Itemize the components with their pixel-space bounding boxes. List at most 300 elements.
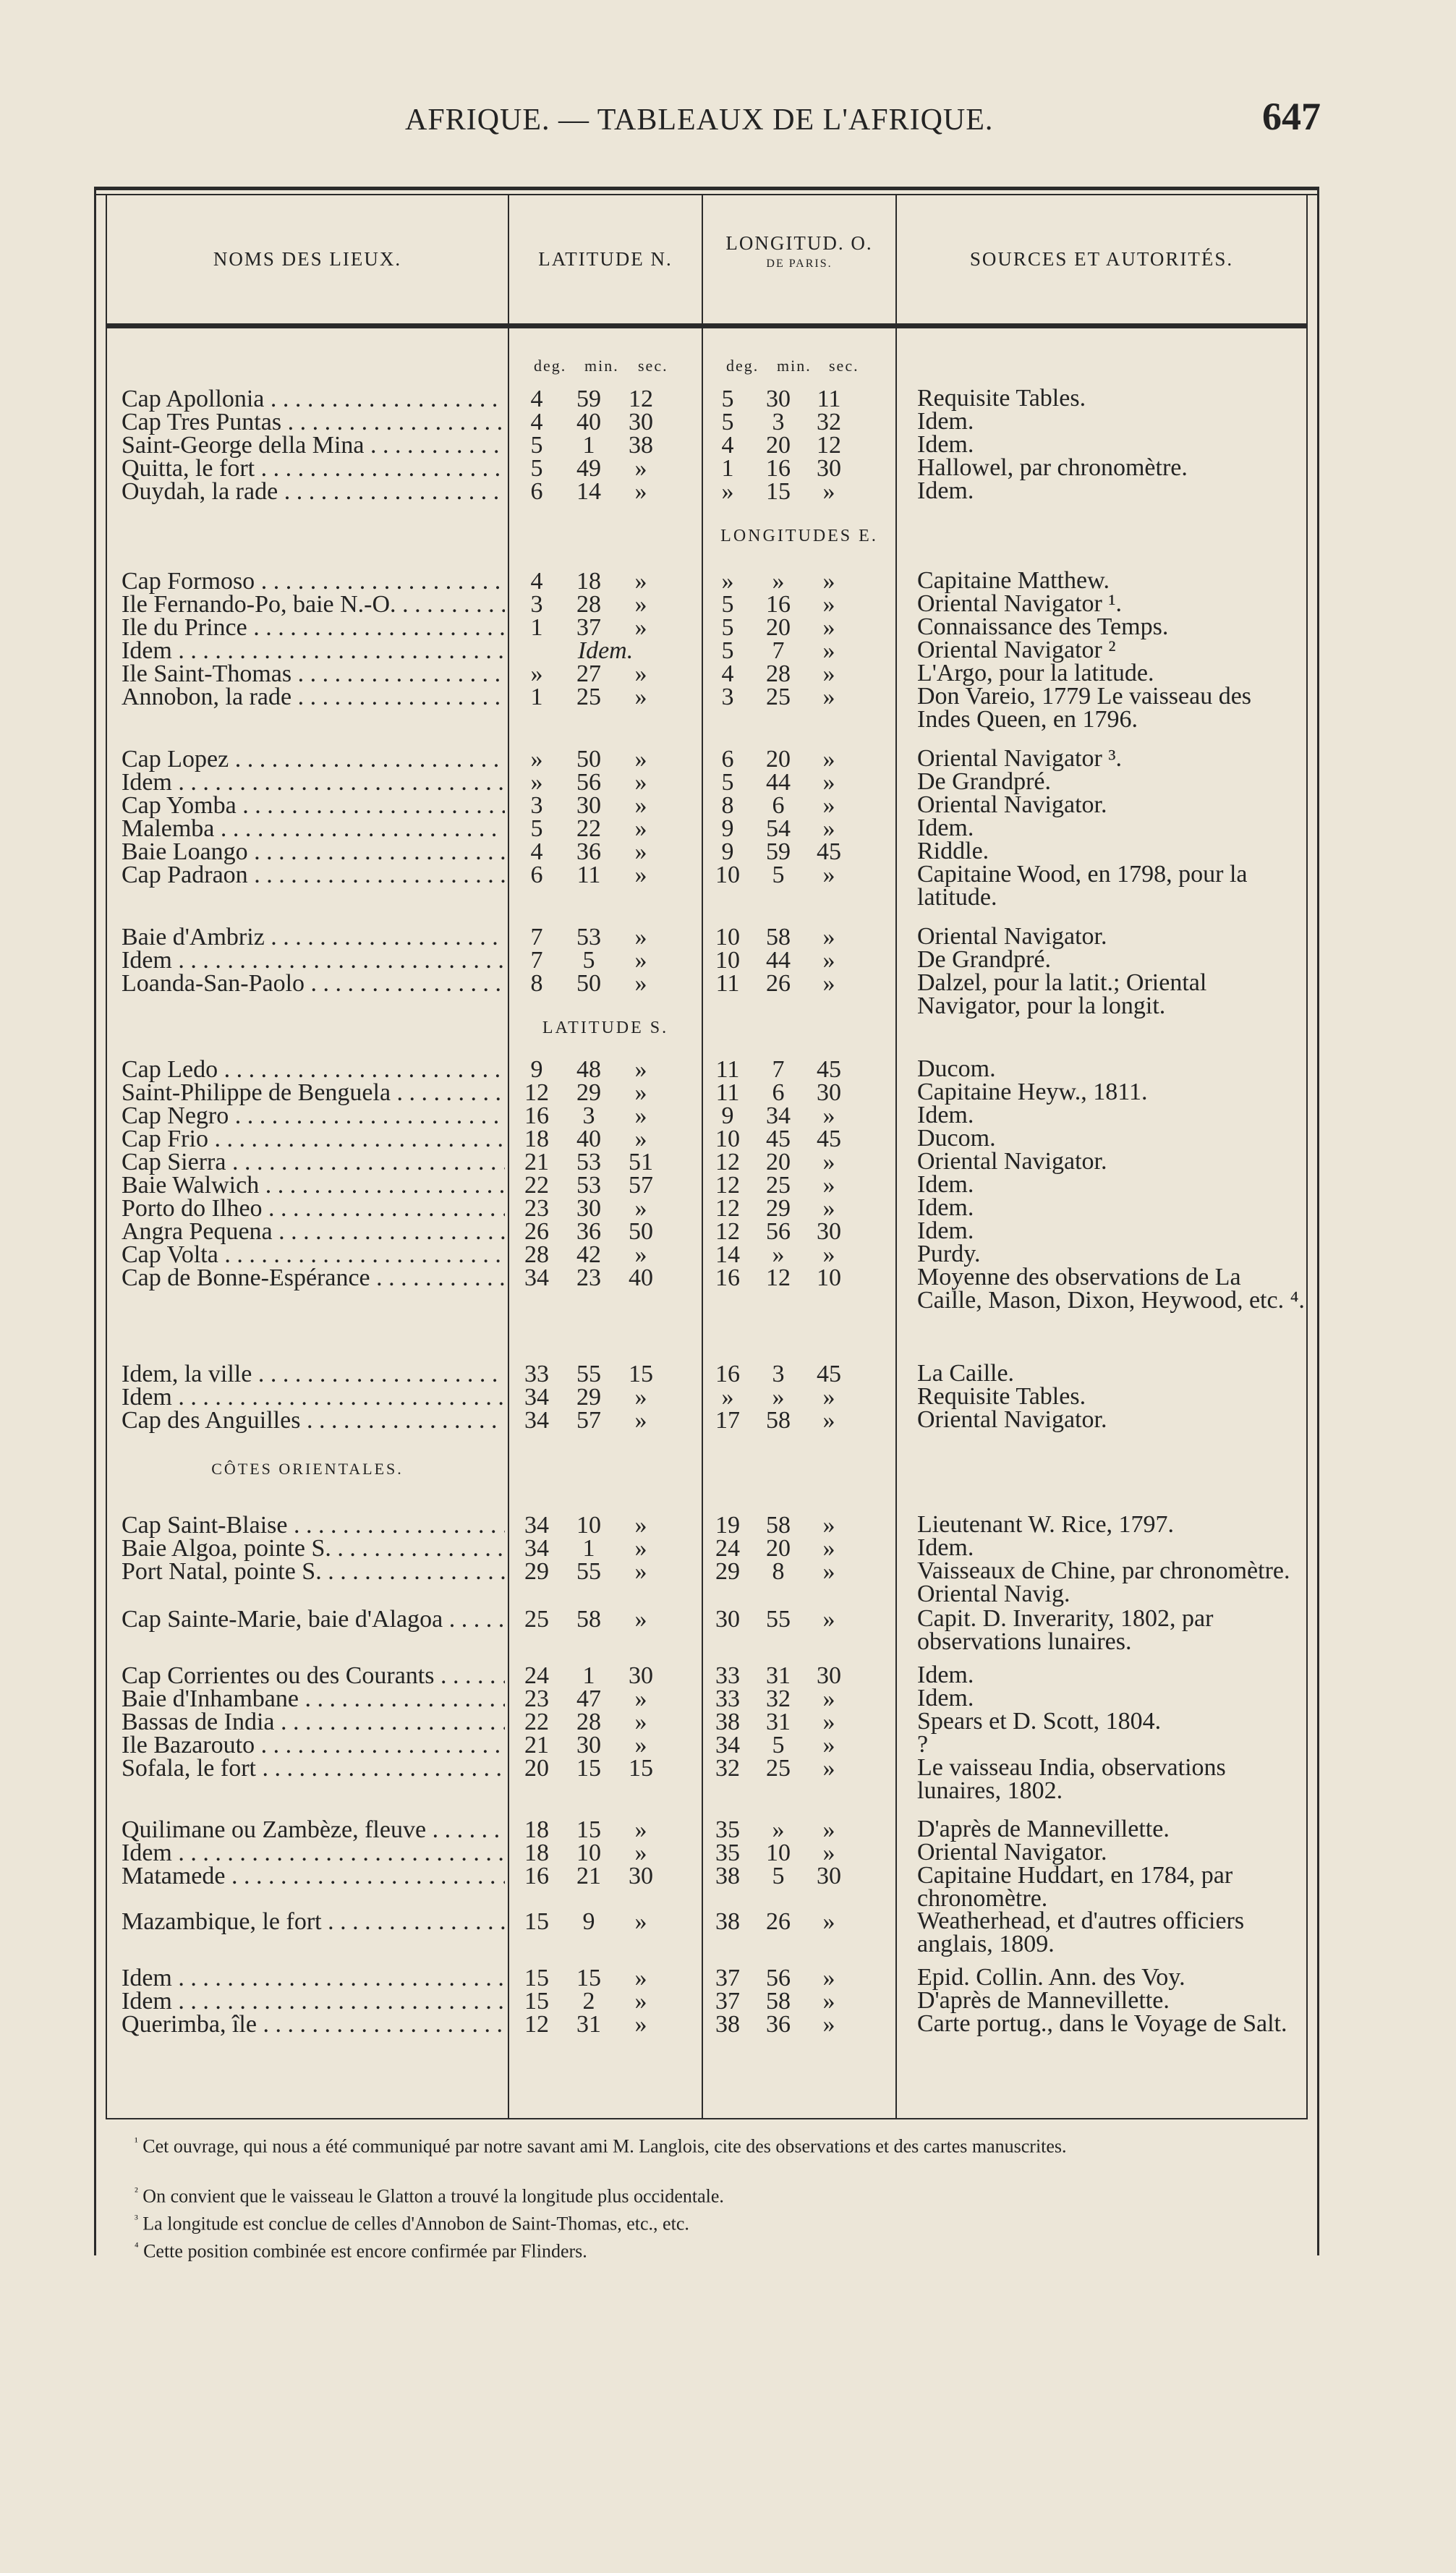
latitude-min: 1 — [582, 1535, 595, 1562]
latitude-min: 23 — [576, 1264, 601, 1291]
longitude-sec: » — [822, 746, 835, 773]
latitude-min: 49 — [576, 455, 601, 482]
longitude-sec: » — [822, 792, 835, 819]
latitude-sec: » — [634, 1606, 647, 1633]
latitude-min: 31 — [576, 2011, 601, 2038]
longitude-sec: » — [822, 1755, 835, 1782]
longitude-min: 58 — [766, 1512, 791, 1539]
longitude-sec: » — [822, 614, 835, 641]
table-row — [0, 861, 1456, 911]
longitude-deg: 19 — [715, 1512, 740, 1539]
place-name: Cap Ledo . . . — [122, 1058, 505, 1082]
source-authority: Dalzel, pour la latit.; Oriental Navigator, pour la longit. — [917, 969, 1207, 1019]
longitude-deg: 38 — [715, 1908, 740, 1935]
longitude-deg: 37 — [715, 1988, 740, 2015]
place-name: Ouydah, la rade . . . — [122, 480, 505, 504]
latitude-idem: Idem. — [577, 637, 634, 664]
source-authority: Requisite Tables. — [917, 385, 1086, 412]
longitude-sec: 32 — [817, 409, 841, 435]
latitude-deg: 23 — [524, 1195, 549, 1222]
longitude-min: 59 — [766, 838, 791, 865]
table-row — [0, 1408, 1456, 1433]
longitude-deg: 4 — [721, 660, 734, 687]
longitude-sec: 30 — [817, 455, 841, 482]
latitude-sec: » — [634, 1195, 647, 1222]
latitude-sec: 30 — [629, 1863, 653, 1889]
latitude-deg: » — [530, 746, 543, 773]
longitude-deg: 35 — [715, 1816, 740, 1843]
longitude-deg: 38 — [715, 1863, 740, 1889]
latitude-sec: » — [634, 1965, 647, 1991]
longitude-sec: 10 — [817, 1264, 841, 1291]
longitude-min: 28 — [766, 660, 791, 687]
place-name: Cap Saint-Blaise . . . — [122, 1513, 505, 1538]
latitude-deg: 16 — [524, 1863, 549, 1889]
longitude-sec: » — [822, 1241, 835, 1268]
longitude-min: 44 — [766, 769, 791, 796]
latitude-deg: 4 — [530, 568, 543, 595]
table-row — [0, 770, 1456, 795]
latitude-sec: » — [634, 838, 647, 865]
longitude-deg: 12 — [715, 1172, 740, 1199]
latitude-deg: 28 — [524, 1241, 549, 1268]
table-row — [0, 817, 1456, 841]
table-row — [0, 410, 1456, 435]
place-name: Baie d'Inhambane . . . — [122, 1687, 505, 1711]
longitude-sec: » — [822, 1840, 835, 1866]
longitude-sec: 30 — [817, 1079, 841, 1106]
latitude-deg: 23 — [524, 1685, 549, 1712]
source-authority: Idem. — [917, 815, 974, 841]
latitude-deg: » — [530, 660, 543, 687]
table-row — [0, 1818, 1456, 1842]
latitude-min: 42 — [576, 1241, 601, 1268]
longitude-deg: 5 — [721, 614, 734, 641]
longitude-deg: » — [721, 1384, 734, 1411]
latitude-min: 28 — [576, 591, 601, 618]
latitude-min: 25 — [576, 684, 601, 710]
source-authority: D'après de Mannevillette. — [917, 1987, 1170, 2014]
latitude-sec: » — [634, 478, 647, 505]
longitude-deg: 30 — [715, 1606, 740, 1633]
longitude-sec: » — [822, 1908, 835, 1935]
latitude-min: 2 — [582, 1988, 595, 2015]
longitude-deg: 9 — [721, 838, 734, 865]
source-authority: Idem. — [917, 1534, 974, 1561]
longitude-sec: » — [822, 769, 835, 796]
latitude-deg: 12 — [524, 2011, 549, 2038]
latitude-min: 58 — [576, 1606, 601, 1633]
table-row — [0, 1710, 1456, 1735]
latitude-deg: 24 — [524, 1662, 549, 1689]
latitude-min: 29 — [576, 1384, 601, 1411]
longitude-min: 31 — [766, 1662, 791, 1689]
source-authority: Ducom. — [917, 1055, 996, 1082]
longitude-sec: » — [822, 1709, 835, 1735]
latitude-min: 53 — [576, 1172, 601, 1199]
table-row — [0, 1264, 1456, 1314]
source-authority: Oriental Navigator ³. — [917, 745, 1123, 772]
longitude-min: 58 — [766, 1988, 791, 2015]
longitude-deg: 4 — [721, 432, 734, 459]
place-name: Cap Corrientes ou des Courants . . . — [122, 1664, 505, 1688]
longitude-sec: » — [822, 1988, 835, 2015]
place-name: Cap Frio . . . — [122, 1127, 505, 1152]
longitude-min: 7 — [772, 1056, 785, 1083]
latitude-sec: » — [634, 1988, 647, 2015]
source-authority: Spears et D. Scott, 1804. — [917, 1708, 1162, 1735]
table-row — [0, 1733, 1456, 1758]
longitude-min: 25 — [766, 684, 791, 710]
latitude-min: 27 — [576, 660, 601, 687]
latitude-deg: 18 — [524, 1126, 549, 1152]
place-name: Loanda-San-Paolo . . . — [122, 971, 505, 996]
place-name: Cap Formoso . . . — [122, 569, 505, 594]
longitude-min: 34 — [766, 1102, 791, 1129]
latitude-sec: 15 — [629, 1755, 653, 1782]
col-head-longitude — [703, 230, 895, 272]
source-authority: Idem. — [917, 1662, 974, 1688]
longitude-min: 3 — [772, 409, 785, 435]
footnote: $^{^1}$ Cet ouvrage, qui nous a été communiqué par notre savant ami M. Langlois, cite des observations et des cartes manuscrites. — [135, 2135, 1067, 2157]
latitude-deg: 34 — [524, 1384, 549, 1411]
place-name: Cap Yomba . . . — [122, 794, 505, 818]
longitude-deg: 16 — [715, 1361, 740, 1387]
latitude-min: 1 — [582, 432, 595, 459]
latitude-deg: 1 — [530, 614, 543, 641]
longitude-sec: 30 — [817, 1863, 841, 1889]
latitude-min: 50 — [576, 970, 601, 997]
longitude-deg: 12 — [715, 1195, 740, 1222]
latitude-deg: 26 — [524, 1218, 549, 1245]
longitude-sec: 12 — [817, 432, 841, 459]
source-authority: Idem. — [917, 431, 974, 458]
longitude-sec: » — [822, 1384, 835, 1411]
latitude-min: 15 — [576, 1965, 601, 1991]
latitude-sec: » — [634, 1709, 647, 1735]
place-name: Cap Sierra . . . — [122, 1150, 505, 1175]
latitude-min: 10 — [576, 1512, 601, 1539]
place-name: Querimba, île . . . — [122, 2012, 505, 2037]
latitude-deg: 34 — [524, 1264, 549, 1291]
longitude-sec: » — [822, 1172, 835, 1199]
latitude-sec: 40 — [629, 1264, 653, 1291]
longitude-deg: 29 — [715, 1558, 740, 1585]
latitude-deg: 4 — [530, 386, 543, 412]
latitude-sec: » — [634, 660, 647, 687]
longitude-sec: 45 — [817, 1126, 841, 1152]
longitude-min: 56 — [766, 1218, 791, 1245]
longitude-deg: 3 — [721, 684, 734, 710]
place-name: Matamede . . . — [122, 1864, 505, 1889]
source-authority: Idem. — [917, 1171, 974, 1198]
longitude-sec: 30 — [817, 1662, 841, 1689]
lon-unit-deg: deg. — [726, 357, 759, 375]
longitude-deg: 10 — [715, 862, 740, 888]
source-authority: La Caille. — [917, 1360, 1015, 1387]
place-name: Sofala, le fort . . . — [122, 1756, 505, 1781]
latitude-min: 55 — [576, 1361, 601, 1387]
latitude-deg: 18 — [524, 1816, 549, 1843]
source-authority: ? — [917, 1731, 929, 1758]
place-name: Quilimane ou Zambèze, fleuve . . . — [122, 1818, 505, 1842]
source-authority: Oriental Navigator ¹. — [917, 590, 1123, 617]
lat-unit-min: min. — [584, 357, 619, 375]
longitude-min: 36 — [766, 2011, 791, 2038]
longitude-sec: » — [822, 660, 835, 687]
place-name: Bassas de India . . . — [122, 1710, 505, 1735]
footnote: $^{^3}$ La longitude est conclue de celles d'Annobon de Saint-Thomas, etc., etc. — [135, 2213, 689, 2234]
latitude-min: 9 — [582, 1908, 595, 1935]
longitude-deg: 10 — [715, 924, 740, 950]
latitude-min: 22 — [576, 815, 601, 842]
latitude-sec: » — [634, 614, 647, 641]
source-authority: De Grandpré. — [917, 946, 1052, 973]
longitude-deg: 32 — [715, 1755, 740, 1782]
longitude-sec: 45 — [817, 1361, 841, 1387]
source-authority: Requisite Tables. — [917, 1383, 1086, 1410]
table-row — [0, 1055, 1456, 1083]
latitude-min: 14 — [576, 478, 601, 505]
place-name: Malemba . . . — [122, 817, 505, 841]
longitude-min: 20 — [766, 1535, 791, 1562]
longitude-deg: 9 — [721, 1102, 734, 1129]
longitude-min: 32 — [766, 1685, 791, 1712]
section-cotes-orientales: CÔTES ORIENTALES. — [211, 1460, 404, 1478]
latitude-min: 36 — [576, 1218, 601, 1245]
longitude-deg: 11 — [715, 970, 740, 997]
page-number: 647 — [1262, 95, 1321, 138]
place-name: Idem . . . — [122, 1966, 505, 1991]
source-authority: Idem. — [917, 1194, 974, 1221]
table-row — [0, 1754, 1456, 1804]
longitude-deg: 11 — [715, 1079, 740, 1106]
latitude-deg: 4 — [530, 409, 543, 435]
latitude-sec: » — [634, 568, 647, 595]
place-name: Cap Padraon . . . — [122, 863, 505, 888]
source-authority: Capitaine Huddart, en 1784, par chronomètre. — [917, 1862, 1233, 1912]
table-row — [0, 433, 1456, 458]
longitude-min: 55 — [766, 1606, 791, 1633]
latitude-deg: 15 — [524, 1908, 549, 1935]
latitude-sec: 12 — [629, 386, 653, 412]
latitude-sec: » — [634, 1732, 647, 1758]
section-latitude-s: LATITUDE S. — [542, 1018, 669, 1037]
longitude-min: 16 — [766, 455, 791, 482]
longitude-min: 16 — [766, 591, 791, 618]
longitude-deg: 5 — [721, 637, 734, 664]
table-row — [0, 1217, 1456, 1245]
longitude-deg: 34 — [715, 1732, 740, 1758]
place-name: Baie d'Ambriz . . . — [122, 925, 505, 950]
latitude-deg: » — [530, 769, 543, 796]
source-authority: Capitaine Matthew. — [917, 567, 1110, 594]
longitude-sec: » — [822, 924, 835, 950]
longitude-deg: 38 — [715, 1709, 740, 1735]
longitude-min: » — [772, 1816, 785, 1843]
latitude-sec: 38 — [629, 432, 653, 459]
place-name: Cap Volta . . . — [122, 1243, 505, 1267]
latitude-sec: » — [634, 1558, 647, 1585]
latitude-min: 10 — [576, 1840, 601, 1866]
source-authority: Oriental Navigator. — [917, 1839, 1107, 1866]
latitude-sec: » — [634, 1535, 647, 1562]
place-name: Baie Walwich . . . — [122, 1173, 505, 1198]
source-authority: Purdy. — [917, 1241, 981, 1267]
longitude-min: 26 — [766, 1908, 791, 1935]
table-row — [0, 592, 1456, 617]
source-authority: Idem. — [917, 1217, 974, 1244]
place-name: Cap de Bonne-Espérance . . . — [122, 1266, 505, 1290]
longitude-min: 8 — [772, 1558, 785, 1585]
longitude-sec: » — [822, 637, 835, 664]
latitude-min: 21 — [576, 1863, 601, 1889]
col-head-longitude-label: LONGITUD. O. — [725, 232, 873, 254]
place-name: Idem . . . — [122, 770, 505, 795]
latitude-deg: 22 — [524, 1709, 549, 1735]
place-name: Mazambique, le fort . . . — [122, 1910, 505, 1934]
source-authority: Idem. — [917, 408, 974, 435]
lat-unit-deg: deg. — [534, 357, 567, 375]
longitude-sec: » — [822, 1195, 835, 1222]
latitude-sec: » — [634, 684, 647, 710]
longitude-min: 5 — [772, 862, 785, 888]
longitude-sec: 45 — [817, 838, 841, 865]
lon-unit-sec: sec. — [829, 357, 859, 375]
longitude-deg: 35 — [715, 1840, 740, 1866]
table-row — [0, 1664, 1456, 1688]
latitude-min: 18 — [576, 568, 601, 595]
latitude-min: 50 — [576, 746, 601, 773]
table-row — [0, 1687, 1456, 1711]
longitude-min: 58 — [766, 1407, 791, 1434]
latitude-sec: 30 — [629, 1662, 653, 1689]
place-name: Cap Tres Puntas . . . — [122, 410, 505, 435]
longitude-deg: 10 — [715, 1126, 740, 1152]
source-authority: Epid. Collin. Ann. des Voy. — [917, 1964, 1185, 1991]
longitude-min: 25 — [766, 1755, 791, 1782]
longitude-sec: » — [822, 684, 835, 710]
table-row — [0, 969, 1456, 1019]
longitude-deg: 12 — [715, 1218, 740, 1245]
latitude-deg: 3 — [530, 591, 543, 618]
table-row — [0, 1196, 1456, 1221]
col-head-sources: SOURCES ET AUTORITÉS. — [969, 248, 1234, 270]
longitude-min: 56 — [766, 1965, 791, 1991]
longitude-deg: 37 — [715, 1965, 740, 1991]
latitude-sec: » — [634, 1102, 647, 1129]
latitude-min: 56 — [576, 769, 601, 796]
latitude-deg: 21 — [524, 1732, 549, 1758]
source-authority: Idem. — [917, 1685, 974, 1711]
place-name: Ile Bazarouto . . . — [122, 1733, 505, 1758]
longitude-sec: » — [822, 1685, 835, 1712]
source-authority: Don Vareio, 1779 Le vaisseau des Indes Queen, en 1796. — [917, 683, 1252, 733]
table-row — [0, 387, 1456, 412]
latitude-sec: 30 — [629, 409, 653, 435]
longitude-min: 15 — [766, 478, 791, 505]
longitude-deg: 12 — [715, 1149, 740, 1175]
longitude-sec: » — [822, 947, 835, 974]
latitude-sec: 50 — [629, 1218, 653, 1245]
latitude-sec: » — [634, 1241, 647, 1268]
latitude-sec: » — [634, 924, 647, 950]
latitude-min: 53 — [576, 1149, 601, 1175]
longitude-sec: » — [822, 1816, 835, 1843]
latitude-sec: » — [634, 769, 647, 796]
source-authority: De Grandpré. — [917, 768, 1052, 795]
latitude-sec: » — [634, 1056, 647, 1083]
latitude-min: 55 — [576, 1558, 601, 1585]
latitude-sec: » — [634, 947, 647, 974]
table-row — [0, 1841, 1456, 1866]
longitude-min: 25 — [766, 1172, 791, 1199]
latitude-sec: » — [634, 746, 647, 773]
longitude-sec: » — [822, 1102, 835, 1129]
longitude-min: 5 — [772, 1732, 785, 1758]
source-authority: Le vaisseau India, observations lunaires, 1802. — [917, 1754, 1226, 1804]
latitude-deg: 15 — [524, 1965, 549, 1991]
source-authority: Oriental Navigator. — [917, 791, 1107, 818]
longitude-min: 45 — [766, 1126, 791, 1152]
source-authority: Ducom. — [917, 1125, 996, 1152]
longitude-min: 3 — [772, 1361, 785, 1387]
latitude-sec: » — [634, 1384, 647, 1411]
latitude-deg: 29 — [524, 1558, 549, 1585]
place-name: Idem . . . — [122, 1385, 505, 1410]
source-authority: Capit. D. Inverarity, 1802, par observations lunaires. — [917, 1605, 1214, 1655]
longitude-min: 12 — [766, 1264, 791, 1291]
longitude-deg: 5 — [721, 591, 734, 618]
table-row — [0, 948, 1456, 973]
latitude-deg: 6 — [530, 478, 543, 505]
col-head-latitude: LATITUDE N. — [538, 248, 673, 270]
latitude-deg: 5 — [530, 815, 543, 842]
place-name: Idem . . . — [122, 948, 505, 973]
source-authority: Idem. — [917, 1102, 974, 1128]
longitude-sec: » — [822, 815, 835, 842]
longitude-sec: » — [822, 970, 835, 997]
latitude-sec: » — [634, 1840, 647, 1866]
latitude-min: 48 — [576, 1056, 601, 1083]
longitude-sec: 30 — [817, 1218, 841, 1245]
latitude-sec: » — [634, 1908, 647, 1935]
latitude-min: 15 — [576, 1816, 601, 1843]
longitude-sec: » — [822, 478, 835, 505]
source-authority: Oriental Navigator. — [917, 1406, 1107, 1433]
table-row — [0, 1862, 1456, 1912]
place-name: Ile Fernando-Po, baie N.-O. . . . — [122, 592, 505, 617]
longitude-min: 58 — [766, 924, 791, 950]
latitude-min: 30 — [576, 1195, 601, 1222]
table-row — [0, 1173, 1456, 1198]
latitude-sec: » — [634, 970, 647, 997]
source-authority: L'Argo, pour la latitude. — [917, 660, 1154, 686]
longitude-deg: 9 — [721, 815, 734, 842]
table-row — [0, 1150, 1456, 1175]
latitude-min: 15 — [576, 1755, 601, 1782]
latitude-sec: » — [634, 1407, 647, 1434]
place-name: Port Natal, pointe S. . . . — [122, 1560, 505, 1584]
latitude-deg: 7 — [530, 947, 543, 974]
footnote: $^{^4}$ Cette position combinée est encore confirmée par Flinders. — [135, 2240, 587, 2262]
table-row — [0, 925, 1456, 950]
longitude-sec: » — [822, 1535, 835, 1562]
table-row — [0, 1966, 1456, 1991]
longitude-min: 20 — [766, 1149, 791, 1175]
longitude-min: 20 — [766, 614, 791, 641]
latitude-deg: 7 — [530, 924, 543, 950]
